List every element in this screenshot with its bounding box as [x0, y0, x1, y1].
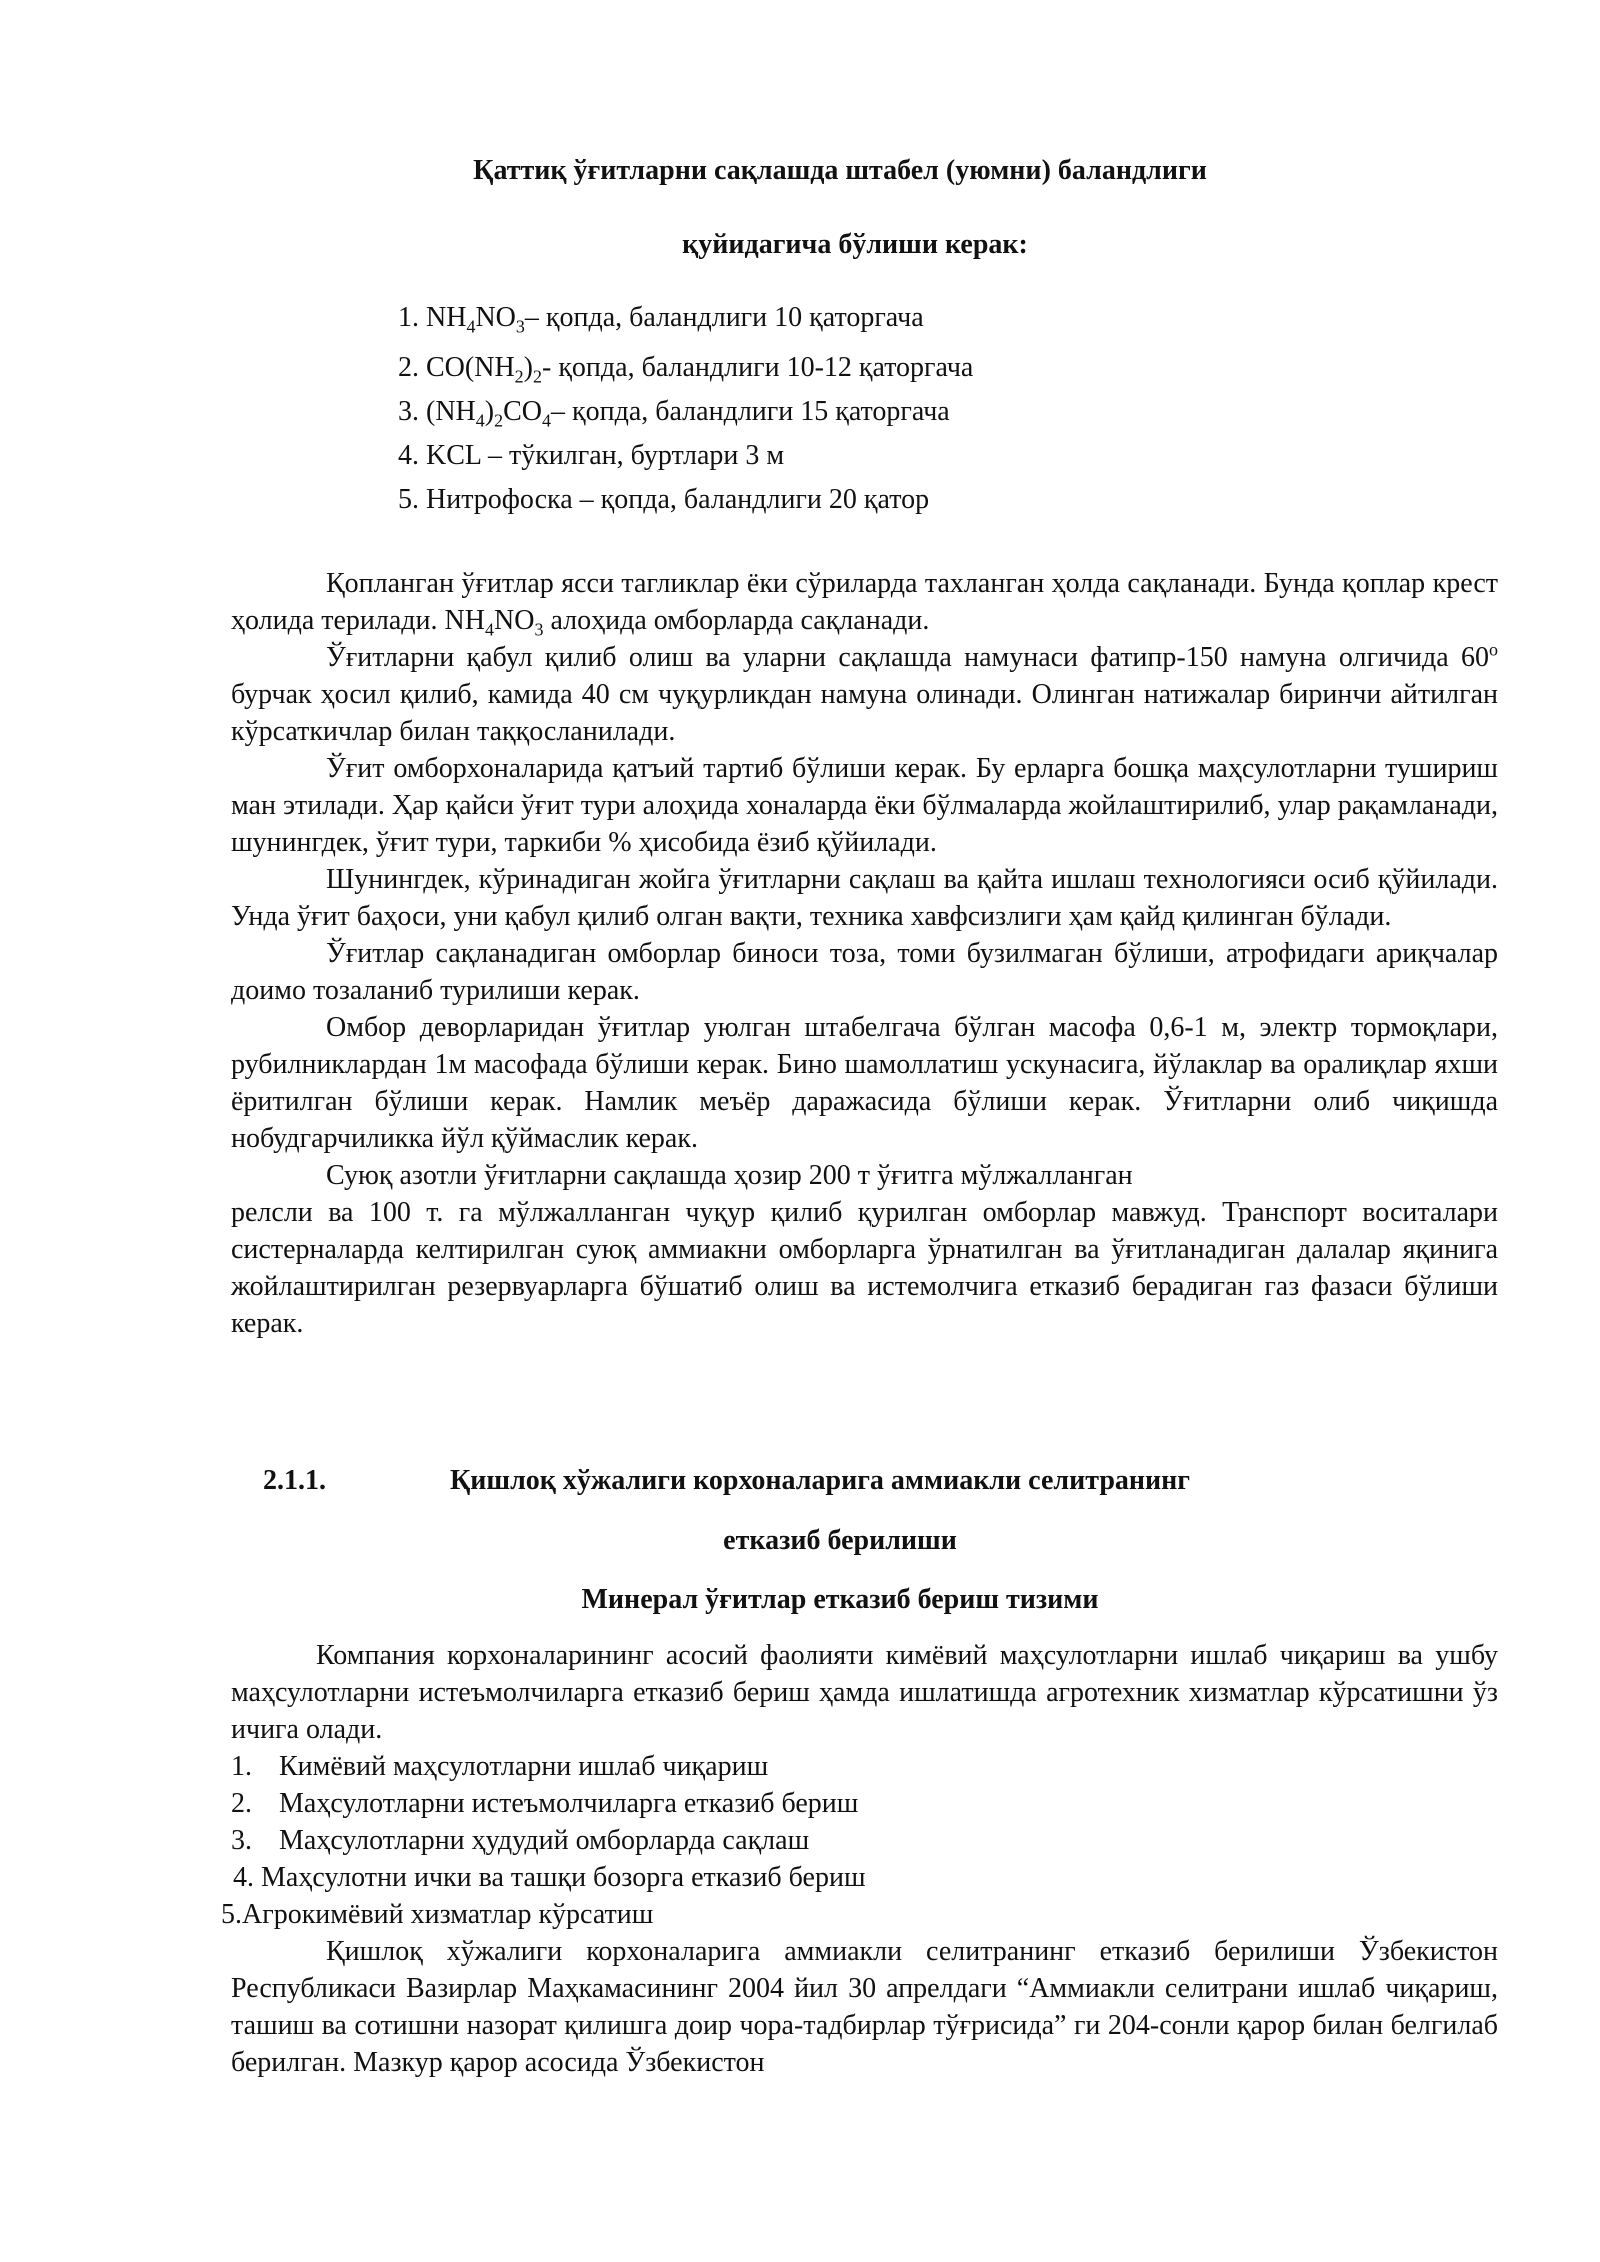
paragraph: Шунингдек, кўринадиган жойга ўғитларни сақлаш ва қайта ишлаш технологияси осиб қўйилади. Унда ўғит баҳоси, уни қабул қилиб олган вақти, техника хавфсизлиги ҳам қайд қилинган бўлади. [231, 864, 1498, 932]
page-title-line2: қуйидагича бўлиши керак: [682, 229, 1028, 260]
paragraph: Компания корхоналарининг асосий фаолияти кимёвий маҳсулотларни ишлаб чиқариш ва ушбу маҳсулотларни истеъмолчиларга етказиб бериш ҳамда ишлатишда агротехник хизматлар кўрсатишни ўз ичига олади. [231, 1640, 1498, 1745]
list-item: 4. KCL – тўкилган, буртлари 3 м [398, 440, 785, 471]
paragraph: Ўғит омборхоналарида қатъий тартиб бўлиши керак. Бу ерларга бошқа маҳсулотларни тушириш ман этилади. Ҳар қайси ўғит тури алоҳида хоналарда ёки бўлмаларда жойлаштирилиб, улар рақамланади, шунингдек, ўғит тури, таркиби % ҳисобида ёзиб қўйилади. [231, 753, 1498, 858]
body-text-block-2 [221, 1637, 1498, 2081]
list-item: 4. Маҳсулотни ички ва ташқи бозорга етказиб бериш [233, 1862, 866, 1893]
paragraph: Ўғитларни қабул қилиб олиш ва уларни сақлашда намунаси фатипр-150 намуна олгичида $60^о$ бурчак ҳосил қилиб, камида 40 см чуқурликдан намуна олинади. Олинган натижалар биринчи айтилган кўрсаткичлар билан таққосланилади. [231, 639, 1498, 747]
page-title-line1: Қаттиқ ўғитларни сақлашда штабел (уюмни) баландлиги [473, 155, 1207, 186]
section-number: 2.1.1. [263, 1465, 326, 1496]
paragraph: Қишлоқ хўжалиги корхоналарига аммиакли селитранинг етказиб берилиши Ўзбекистон Республикаси Вазирлар Маҳкамасининг 2004 йил 30 апрелдаги “Аммиакли селитрани ишлаб чиқариш, ташиш ва сотишни назорат қилишга доир чора-тадбирлар тўғрисида” ги 204-сонли қарор билан белгилаб берилган. Мазкур қарор асосида Ўзбекистон [231, 1936, 1498, 2078]
list-item: 1. $NH_4NO_3-$ қопда, баландлиги 10 қаторгача [398, 302, 924, 337]
list-item: 3. Маҳсулотларни ҳудудий омборларда сақлаш [231, 1825, 810, 1856]
paragraph: Қопланган ўғитлар ясси тагликлар ёки сўриларда тахланган ҳолда сақланади. Бунда қоплар крест ҳолида терилади. $NH_4NO_3$ алоҳида омборларда сақланади. [231, 568, 1498, 640]
list-item: 3. $(NH_4)_2CO_4-$ қопда, баландлиги 15 қаторгача [398, 396, 950, 431]
paragraph-line: Суюқ азотли ўғитларни сақлашда ҳозир 200 т ўғитга мўлжалланган [326, 1160, 1133, 1191]
paragraph: Омбор деворларидан ўғитлар уюлган штабелгача бўлган масофа 0,6-1 м, электр тормоқлари, рубилниклардан 1м масофада бўлиши керак. Бино шамоллатиш ускунасига, йўлаклар ва оралиқлар яхши ёритилган бўлиши керак. Намлик меъёр даражасида бўлиши керак. Ўғитларни олиб чиқишда нобудгарчиликка йўл қўймаслик керак. [231, 1012, 1498, 1154]
list-item: 5. Нитрофоска – қопда, баландлиги 20 қатор [398, 484, 930, 515]
paragraph: релсли ва 100 т. га мўлжалланган чуқур қилиб қурилган омборлар мавжуд. Транспорт воситалари систерналарда келтирилган суюқ аммиакни омборларга ўрнатилган ва ўғитланадиган далалар яқинига жойлаштирилган резервуарларга бўшатиб олиш ва истемолчига етказиб берадиган газ фазаси бўлиши керак. [231, 1197, 1498, 1339]
body-text-block-1 [231, 565, 1498, 1342]
paragraph: Ўғитлар сақланадиган омборлар биноси тоза, томи бузилмаган бўлиши, атрофидаги ариқчалар доимо тозаланиб турилиши керак. [231, 938, 1498, 1006]
activity-list [221, 1748, 1498, 1933]
list-item: 1. Кимёвий маҳсулотларни ишлаб чиқариш [231, 1751, 769, 1782]
list-item: 5.Агрокимёвий хизматлар кўрсатиш [221, 1899, 654, 1930]
section-title-line1: Қишлоқ хўжалиги корхоналарига аммиакли селитранинг [450, 1465, 1191, 1496]
section-title-line2: етказиб берилиши [723, 1525, 957, 1556]
list-item: 2. Маҳсулотларни истеъмолчиларга етказиб бериш [231, 1788, 859, 1819]
subsection-title: Минерал ўғитлар етказиб бериш тизими [581, 1584, 1099, 1615]
list-item: 2. $CO(NH_2)_2-$ қопда, баландлиги 10-12 қаторгача [398, 352, 974, 387]
stacking-height-list [398, 298, 973, 524]
